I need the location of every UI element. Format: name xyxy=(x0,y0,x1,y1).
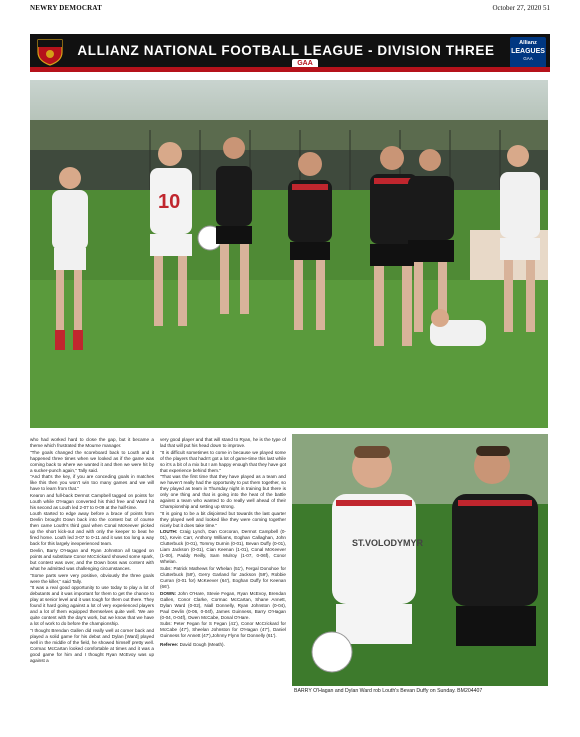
referee-label: Referee: xyxy=(160,642,179,648)
referee-name: David Gough (Meath). xyxy=(179,642,225,648)
article-paragraph: Louth started to edge away before a brace of points from Devlin brought Down back into the contest but of course then came Louth's third goal when Conal McKeever picked up the short kick-out and with only the keeper to beat he fired home. Louth led 3-07 to 0-11 and it was too long a way back for this largely inexperienced team. xyxy=(30,511,154,547)
down-label: DOWN: xyxy=(160,590,177,596)
down-players: John O'Hare, Stevie Fegan, Ryan McEvoy, Brendan Gallen, Conor Clarke, Cormac McCartan, Shane Annett, Dylan Ward (0-02), Niall Donnelly, Ryan Johnston (0-04), Paul Devlin (0-06, 0-04f), James Guinness, Barry O'Hagan (0-04, 0-04f), Owen McCabe, Donal O'Hare. xyxy=(160,590,287,620)
county-crest-icon xyxy=(35,38,65,66)
louth-players: Craig Lynch, Dan Corcoran, Dermot Campbell (0-01), Kevin Carr, Anthony Williams, Eoghan Callaghan, John Clutterbuck (0-01), Tommy Durnin (0-01), Bevan Duffy (0-01), Liam Jackson (0-01), Cian Keenan (1-01), Conal McKeever (1-00), Paddy Reilly, Sam Mulroy (1-07, 0-06f), Conor Whelan. xyxy=(160,529,286,565)
article-paragraph: "It is difficult sometimes to come in because we played some of the players that hadn't got a lot of game-time this last while so it's a bit of a mix but I am happy enough that they have got that experience behind them." xyxy=(160,449,286,473)
louth-subs: Subs: Patrick Mathews for Whelan (51'), Fergal Donohoe for Clutterbuck (59'), Gerry Garland for Jackson (59'), Robbie Curran (0-01 for) McKeever (64'), Eoghan Duffy for Keenan (66'). xyxy=(160,565,286,589)
article-paragraph: "That was the first time that they have played as a team and we haven't really had the opportunity to put them together, so they played as team in Thursday night in training but there is only one thing and that is going into the heat of the battle against a team who wanted to do really well ahead of their Championship and setting up strong. xyxy=(160,474,286,510)
article-paragraph: Devlin, Barry O'Hagan and Ryan Johnston all tagged on points and substitute Conor McCrickard showed some spark, but contest was over, and the Down boss was content with what he admitted was challenging circumstances. xyxy=(30,547,154,571)
article-paragraph: "It is going to be a bit disjointed but towards the last quarter they played well and looked like they were coming together nicely but it does take time." xyxy=(160,510,286,528)
louth-team-list xyxy=(160,529,286,565)
date-page-number: October 27, 2020 51 xyxy=(492,4,550,12)
article-paragraph: "And that's the key, if you are conceding goals in matches like this then you won't win too many games and we will have to learn from that." xyxy=(30,474,154,492)
allianz-leagues-logo xyxy=(510,37,546,68)
article-paragraph: "Some parts were very positive, obviously the three goals were the killer," said Tally. xyxy=(30,572,154,584)
referee-line xyxy=(160,642,286,648)
article-paragraph: who had worked hard to close the gap, but it became a theme which frustrated the Mourne manager. xyxy=(30,437,154,448)
secondary-match-photo xyxy=(292,434,548,686)
sponsor-line2: LEAGUES xyxy=(511,48,545,55)
article-column-1 xyxy=(30,437,154,664)
down-team-list xyxy=(160,591,286,621)
article-column-2 xyxy=(160,437,286,649)
down-subs: Subs: Peter Fegan for S Fegan (41'), Conor McCrickard for McCabe (47'), Sheelan Johnston for O'Hagan (47'), Daniel Guinness for Annett (47'),Johnny Flynn for Donnelly (61'). xyxy=(160,621,286,639)
football-action-photo-icon xyxy=(30,80,548,428)
publication-name: NEWRY DEMOCRAT xyxy=(30,4,102,12)
photo-caption: BARRY O'Hagan and Dylan Ward rob Louth's Bevan Duffy on Sunday. BM204407 xyxy=(294,688,483,694)
article-paragraph: "I thought Brendan Gallen did really well at corner back and played a solid game for his debut and Dylan [Ward] played well in the middle of the field, he showed himself pretty well. Cormac McCartan looked comfortable at times and it was a good game for him and I thought Ryan McEvoy was up against a xyxy=(30,627,154,663)
banner-title: ALLIANZ NATIONAL FOOTBALL LEAGUE - DIVISION THREE xyxy=(77,43,495,58)
article-paragraph: very good player and that will stand to Ryan, he is the type of lad that will put his head down to improve. xyxy=(160,437,286,448)
article-paragraph: Kearon and full-back Dermot Campbell tagged on points for Louth while O'Hagan converted his third free and Ward hit his second as Louth led 2-07 to 0-09 at the half-time. xyxy=(30,492,154,510)
article-paragraph: "The goals changed the scoreboard back to Louth and it happened three times when we looked as if the game was coming back to where we wanted it and then we were hit by a sucker-punch again," Tally said. xyxy=(30,449,154,473)
sponsor-line1: Allianz xyxy=(519,40,537,46)
section-banner xyxy=(30,34,550,72)
page-masthead xyxy=(30,4,550,16)
jersey-sponsor: ST.VOLODYMYR xyxy=(352,538,424,548)
jersey-number: 10 xyxy=(158,191,181,213)
sponsor-line3: GAA xyxy=(523,56,533,61)
louth-label: LOUTH: xyxy=(160,529,178,535)
banner-stripe xyxy=(30,67,550,72)
football-action-photo-icon xyxy=(292,434,548,686)
main-match-photo xyxy=(30,80,548,428)
article-paragraph: "It was a real good opportunity to use today to play a lot of debutants and it was important for them to get the chance to play at senior level and it was tough for them out there. They found it hard going against a lot of very experienced players and a lot of them equipped themselves quite well. 'We are quite content with the day's work, but we know that we have a lot of work to do before the championship. xyxy=(30,585,154,627)
gaa-logo: GAA xyxy=(292,59,318,69)
